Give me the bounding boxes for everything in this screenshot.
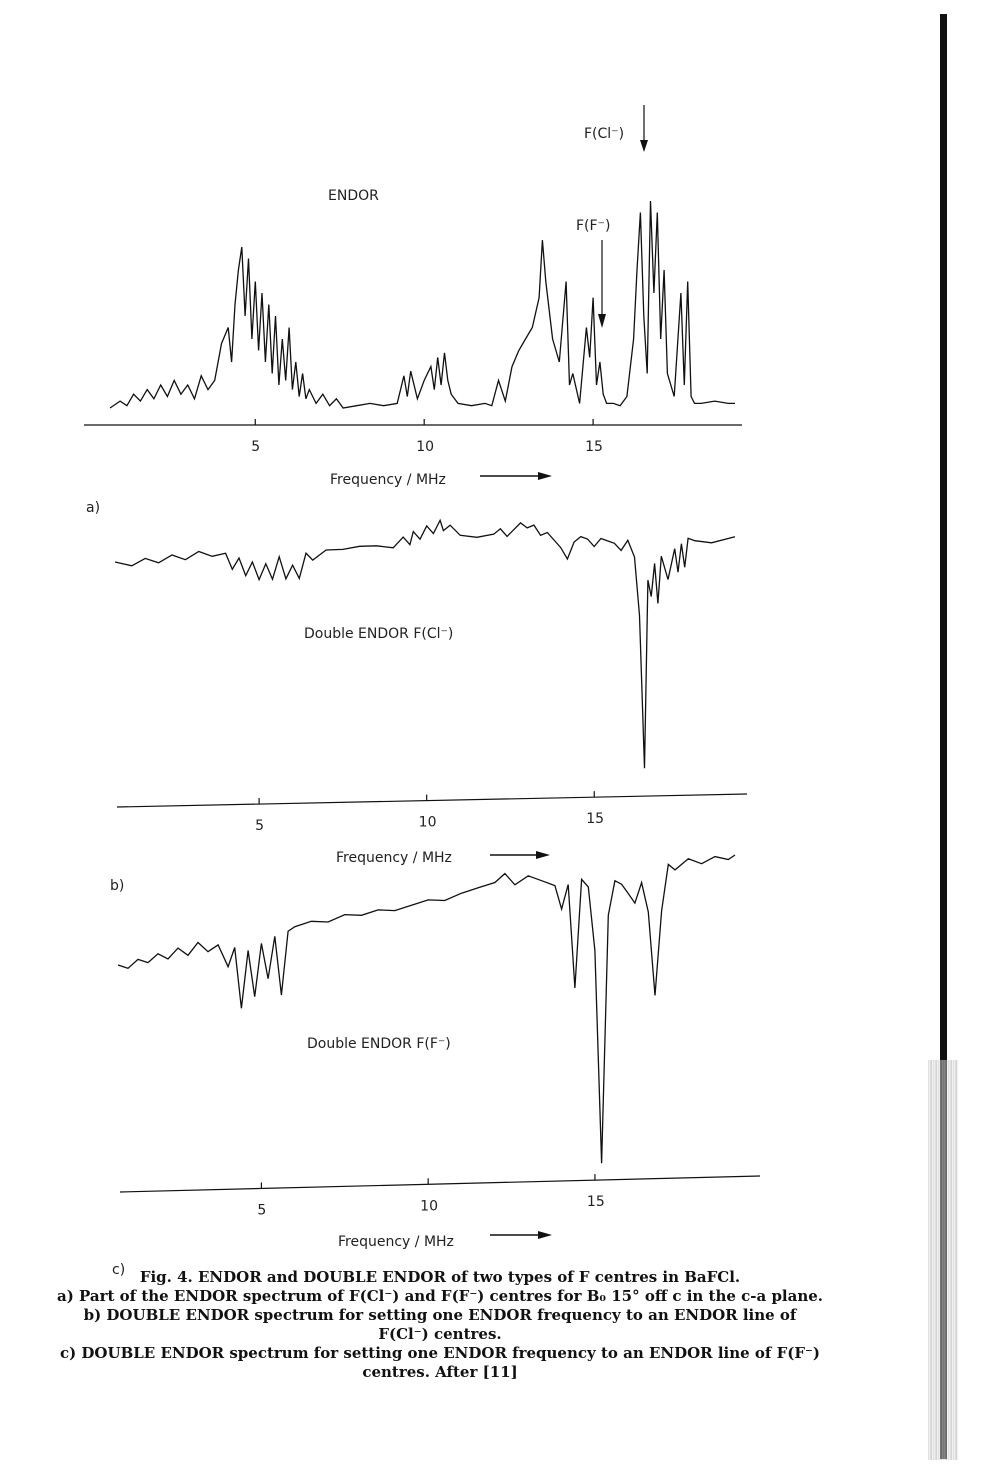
annotation-fcl [584, 105, 648, 152]
panel-b-label: b) [110, 878, 125, 894]
x-tick-label-5: 5 [255, 818, 265, 835]
x-tick-label-5: 5 [251, 439, 261, 455]
caption-line-c1: c) DOUBLE ENDOR spectrum for setting one ENDOR frequency to an ENDOR line of F(F⁻) [59, 1344, 821, 1362]
caption-line-b2: F(Cl⁻) centres. [378, 1325, 502, 1343]
panel-c-x-arrow [490, 1231, 552, 1239]
x-tick-label-5: 5 [257, 1202, 267, 1219]
panel-b-title: Double ENDOR F(Cl⁻) [304, 626, 454, 642]
x-tick-label-15: 15 [586, 1194, 605, 1211]
caption-line-c2: centres. After [11] [362, 1363, 518, 1381]
figure-caption [40, 1268, 840, 1382]
panel-c-x-axis [120, 1176, 760, 1192]
annotation-fcl-arrowhead [640, 140, 648, 152]
panel-a-xlabel: Frequency / MHz [330, 472, 446, 488]
annotation-ff-arrowhead [598, 314, 606, 328]
panel-a-endor [84, 105, 742, 516]
panel-a-spectrum-line [110, 201, 735, 408]
panel-c-label: c) [112, 1262, 126, 1278]
panel-a-x-arrow [480, 472, 552, 480]
panel-c-spectrum-line [118, 855, 735, 1163]
x-tick-label-10: 10 [418, 814, 437, 831]
caption-line-a: a) Part of the ENDOR spectrum of F(Cl⁻) and F(F⁻) centres for B₀ 15° off c in the c-a plane. [56, 1287, 824, 1305]
panel-a-title: ENDOR [328, 188, 379, 204]
caption-line-b1: b) DOUBLE ENDOR spectrum for setting one ENDOR frequency to an ENDOR line of [83, 1306, 797, 1324]
panel-c-title: Double ENDOR F(F⁻) [307, 1036, 451, 1052]
panel-b-x-axis [117, 794, 747, 807]
page-edge-shadow [928, 1060, 958, 1460]
annotation-fcl-label: F(Cl⁻) [584, 126, 625, 142]
x-tick-label-15: 15 [586, 811, 605, 828]
panel-c-xlabel: Frequency / MHz [338, 1234, 454, 1250]
panel-b-x-arrow [490, 851, 550, 859]
x-tick-label-15: 15 [585, 439, 603, 455]
x-tick-label-10: 10 [420, 1198, 438, 1215]
x-tick-label-10: 10 [416, 439, 435, 455]
panel-a-label: a) [86, 500, 101, 516]
panel-b-xlabel: Frequency / MHz [336, 850, 452, 866]
panel-b-spectrum-line [115, 520, 735, 768]
caption-title: Fig. 4. ENDOR and DOUBLE ENDOR of two types of F centres in BaFCl. [139, 1268, 741, 1286]
panel-b-double-endor-fcl [110, 520, 747, 894]
panel-c-double-endor-ff [112, 855, 760, 1278]
annotation-ff-label: F(F⁻) [576, 218, 611, 234]
